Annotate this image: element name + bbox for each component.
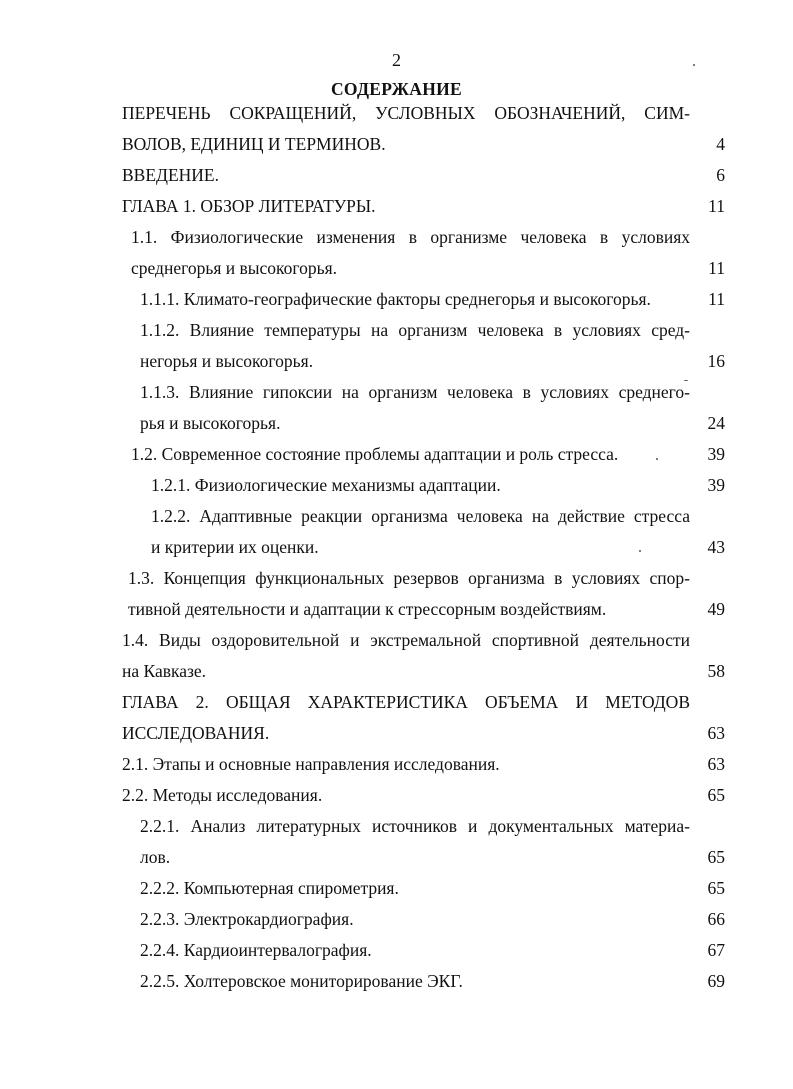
toc-entry-text: 2.2.4. Кардиоинтервалография. <box>140 940 372 960</box>
toc-entry <box>0 780 793 811</box>
toc-entry <box>0 749 793 780</box>
toc-entry-page: 65 <box>707 878 725 898</box>
toc-entry-text: негорья и высокогорья. <box>140 351 314 371</box>
toc-entry-text: 1.2.2. Адаптивные реакции организма человека на действие стресса <box>151 506 690 526</box>
toc-entry-text: среднегорья и высокогорья. <box>131 258 338 278</box>
toc-entry <box>0 160 793 191</box>
toc-entry-text: лов. <box>140 847 171 867</box>
toc-entry-text: рья и высокогорья. <box>140 413 281 433</box>
scan-speck <box>693 64 695 66</box>
toc-entry <box>0 439 793 470</box>
toc-entry-page: 39 <box>707 475 725 495</box>
toc-entry <box>0 718 793 749</box>
toc-entry-page: 11 <box>708 289 725 309</box>
scan-speck <box>684 380 688 381</box>
toc-entry-page: 11 <box>708 258 725 278</box>
page-title: СОДЕРЖАНИЕ <box>330 79 462 99</box>
toc-entry-page: 24 <box>707 413 725 433</box>
toc-entry <box>0 346 793 377</box>
toc-entry <box>0 284 793 315</box>
toc-entry <box>0 315 793 346</box>
toc-entry <box>0 532 793 563</box>
toc-entry-page: 58 <box>707 661 725 681</box>
toc-entry <box>0 625 793 656</box>
toc-entry <box>0 501 793 532</box>
toc-entry-text: 1.4. Виды оздоровительной и экстремальной спортивной деятельности <box>122 630 690 650</box>
toc-entry-text: 1.1.2. Влияние температуры на организм человека в условиях сред- <box>140 320 690 340</box>
toc-entry-page: 65 <box>707 785 725 805</box>
toc-entry <box>0 129 793 160</box>
toc-entry-text: 2.1. Этапы и основные направления исследования. <box>122 754 500 774</box>
toc-entry-page: 67 <box>707 940 725 960</box>
toc-entry-page: 6 <box>716 165 725 185</box>
toc-entry-page: 69 <box>707 971 725 991</box>
toc-entry-text: ИССЛЕДОВАНИЯ. <box>122 723 270 743</box>
toc-entry-text: 2.2.2. Компьютерная спирометрия. <box>140 878 399 898</box>
toc-entry-page: 4 <box>716 134 725 154</box>
toc-entry <box>0 656 793 687</box>
toc-entry-text: 1.1.1. Климато-географические факторы среднегорья и высокогорья. <box>140 289 651 309</box>
toc-entry-page: 49 <box>707 599 725 619</box>
toc-entry-page: 65 <box>707 847 725 867</box>
toc-entry-page: 43 <box>707 537 725 557</box>
toc-entry-text: 2.2. Методы исследования. <box>122 785 323 805</box>
toc-entry-text: ВВЕДЕНИЕ. <box>122 165 220 185</box>
toc-entry-text: 1.1.3. Влияние гипоксии на организм человека в условиях среднего- <box>140 382 690 402</box>
toc-entry <box>0 935 793 966</box>
toc-entry <box>0 563 793 594</box>
toc-entry <box>0 98 793 129</box>
toc-entry-text: 1.2. Современное состояние проблемы адаптации и роль стресса. <box>131 444 619 464</box>
scan-speck <box>656 458 658 460</box>
toc-entry <box>0 470 793 501</box>
toc-entry <box>0 222 793 253</box>
toc-entry <box>0 687 793 718</box>
toc-entry-text: 2.2.3. Электрокардиография. <box>140 909 354 929</box>
toc-entry <box>0 594 793 625</box>
page-number: 2 <box>392 50 401 70</box>
toc-entry <box>0 904 793 935</box>
toc-entry-page: 11 <box>708 196 725 216</box>
toc-entry <box>0 377 793 408</box>
toc-entry-text: ПЕРЕЧЕНЬ СОКРАЩЕНИЙ, УСЛОВНЫХ ОБОЗНАЧЕНИЙ, СИМ- <box>122 103 690 123</box>
toc-entry-text: на Кавказе. <box>122 661 207 681</box>
scan-speck <box>639 550 641 552</box>
toc-entry-text: 2.2.5. Холтеровское мониторирование ЭКГ. <box>140 971 463 991</box>
toc-entry-text: 2.2.1. Анализ литературных источников и документальных материа- <box>140 816 690 836</box>
toc-entry <box>0 966 793 997</box>
toc-entry <box>0 191 793 222</box>
toc-entry-page: 63 <box>707 754 725 774</box>
toc-entry-text: ГЛАВА 2. ОБЩАЯ ХАРАКТЕРИСТИКА ОБЪЕМА И МЕТОДОВ <box>122 692 690 712</box>
toc-entry <box>0 873 793 904</box>
toc-entry-text: ВОЛОВ, ЕДИНИЦ И ТЕРМИНОВ. <box>122 134 386 154</box>
toc-entry <box>0 253 793 284</box>
toc-entry-text: и критерии их оценки. <box>151 537 319 557</box>
toc-entry <box>0 842 793 873</box>
toc-entry-text: ГЛАВА 1. ОБЗОР ЛИТЕРАТУРЫ. <box>122 196 376 216</box>
toc-entry-page: 16 <box>707 351 725 371</box>
toc-entry-text: 1.1. Физиологические изменения в организме человека в условиях <box>131 227 690 247</box>
toc-entry-text: тивной деятельности и адаптации к стрессорным воздействиям. <box>128 599 607 619</box>
toc-entry <box>0 408 793 439</box>
toc-entry-page: 63 <box>707 723 725 743</box>
toc-entry <box>0 811 793 842</box>
toc-entry-page: 66 <box>707 909 725 929</box>
toc-entry-page: 39 <box>707 444 725 464</box>
toc-entry-text: 1.3. Концепция функциональных резервов организма в условиях спор- <box>128 568 690 588</box>
toc-entry-text: 1.2.1. Физиологические механизмы адаптации. <box>151 475 501 495</box>
